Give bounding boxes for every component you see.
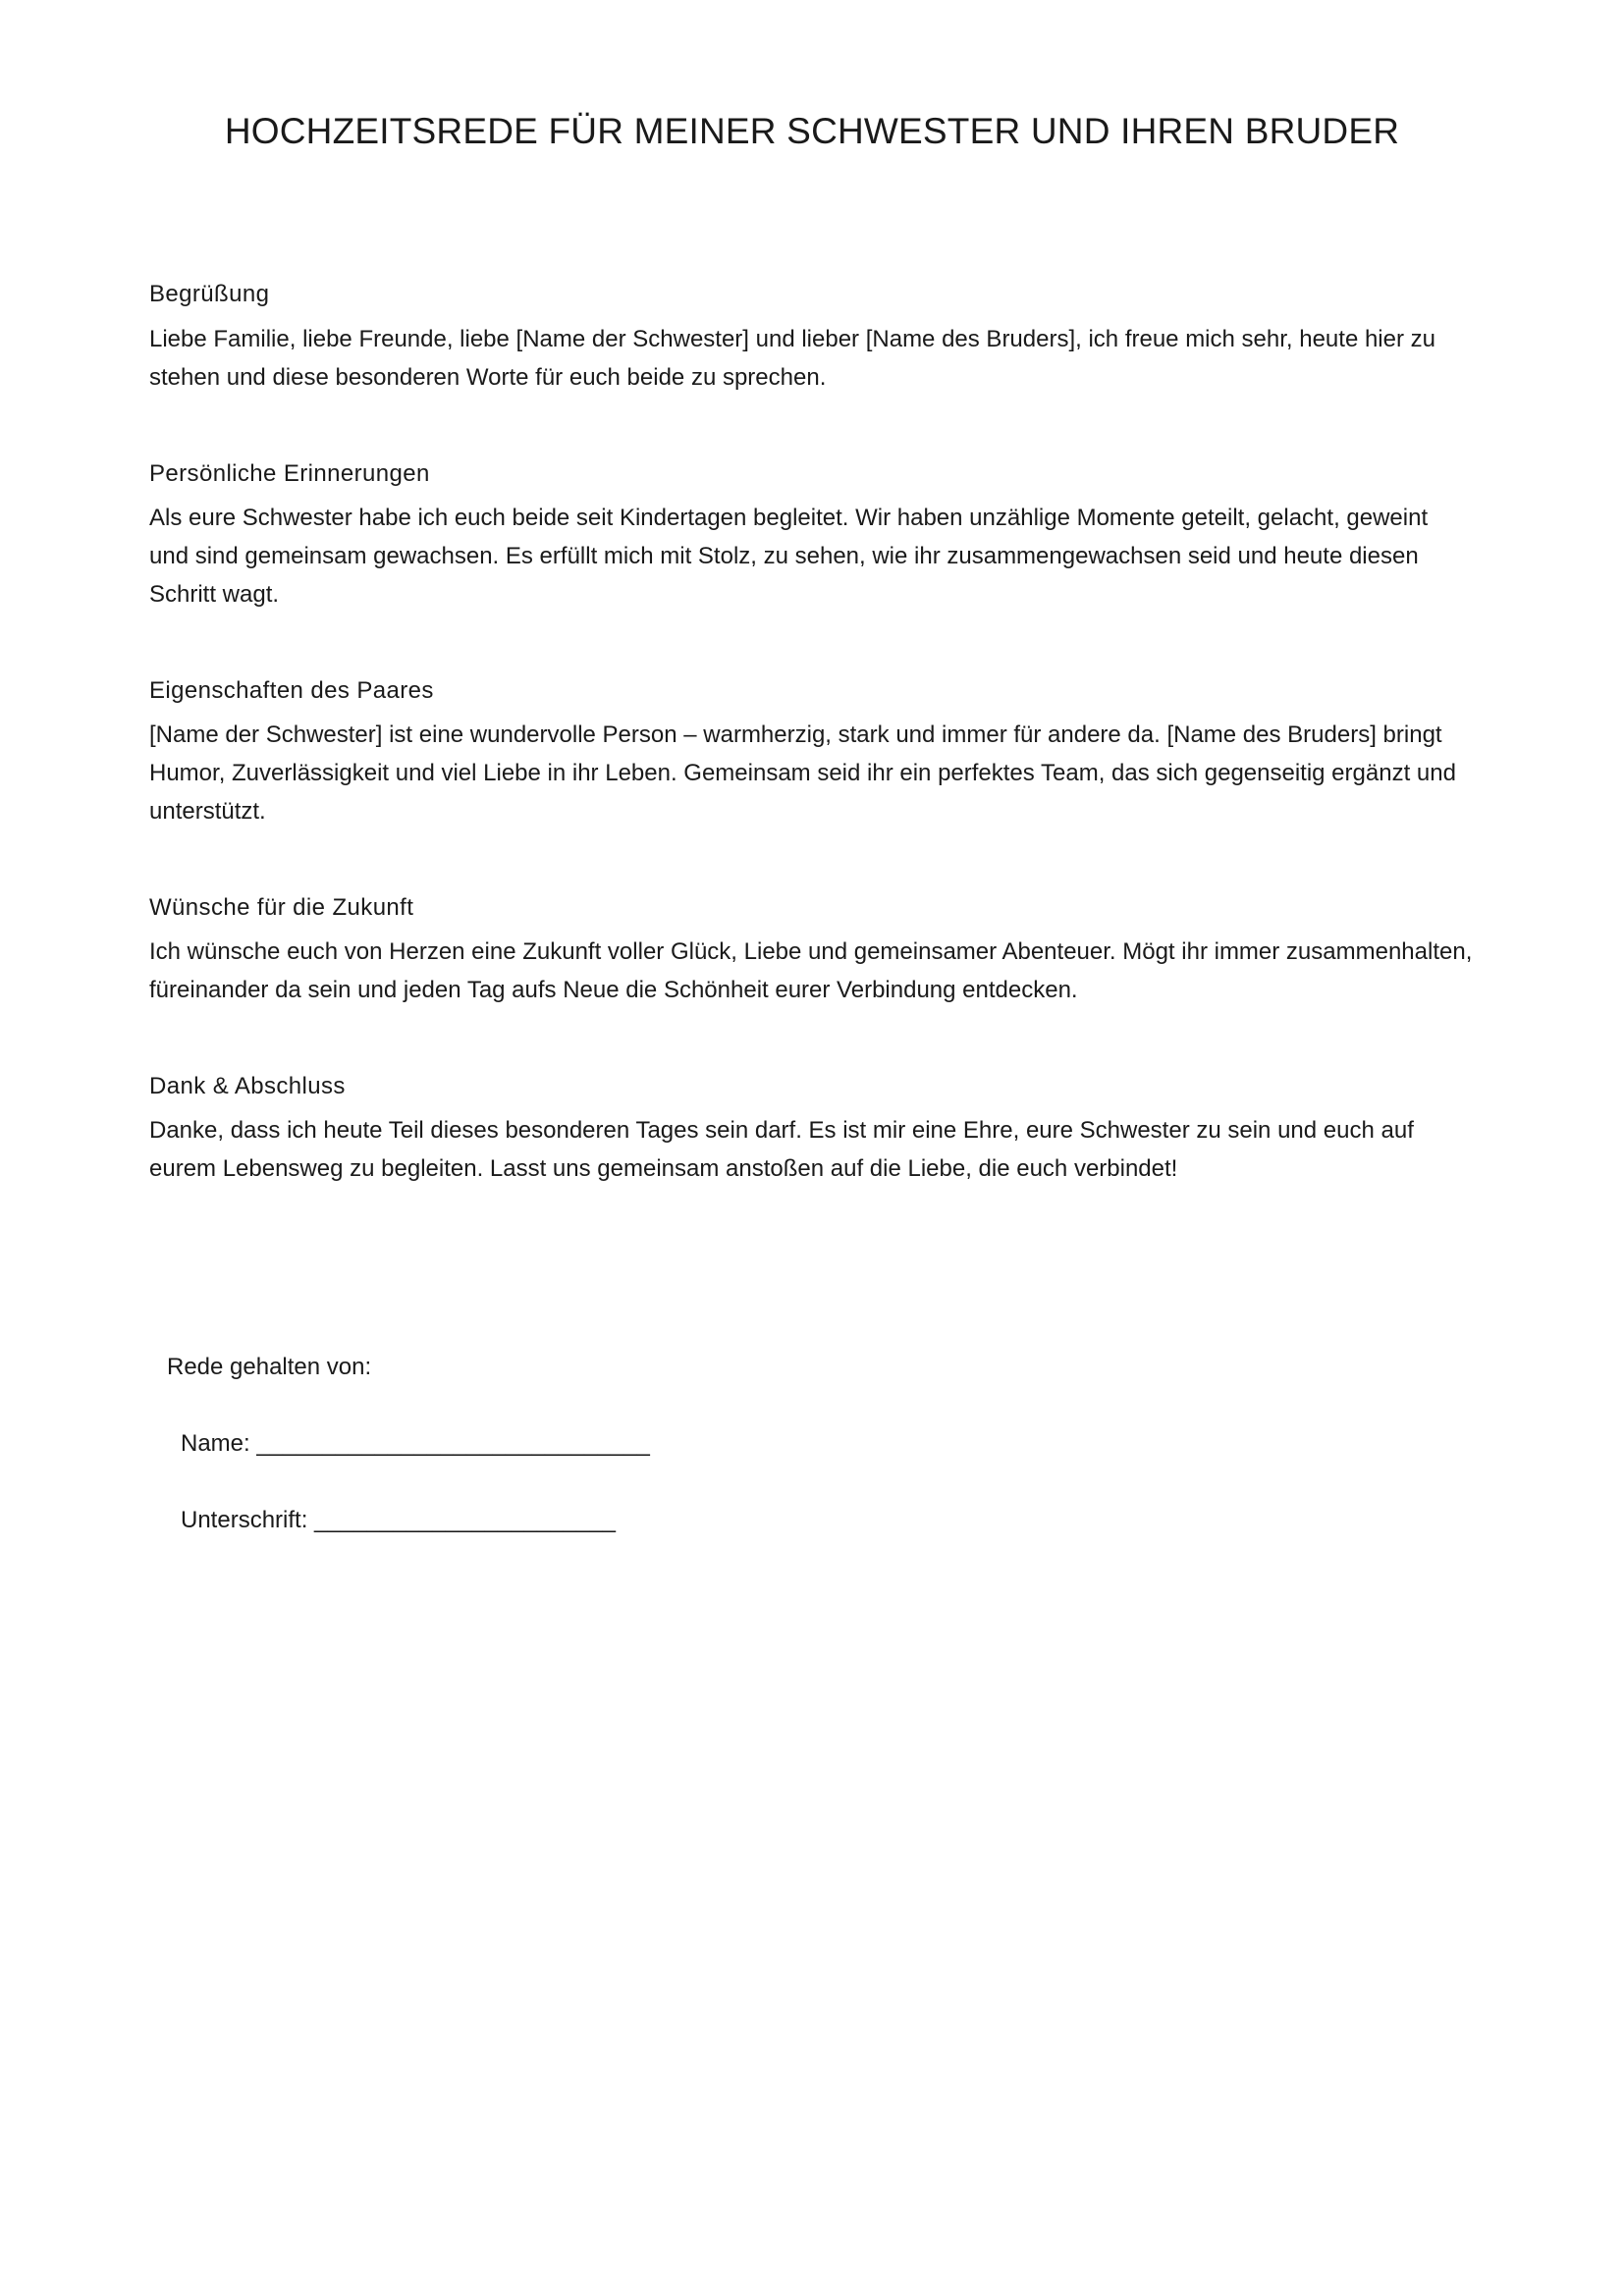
section-heading: Begrüßung xyxy=(149,281,270,308)
section-wuensche-fuer-die-zukunft xyxy=(149,892,1475,1010)
section-body: Als eure Schwester habe ich euch beide seit Kindertagen begleitet. Wir haben unzählige Momente geteilt, gelacht, geweint und sind gemeinsam gewachsen. Es erfüllt mich mit Stolz, zu sehen, wie ihr zusammengewachsen seid und heute diesen Schritt wagt. xyxy=(149,504,1429,608)
section-body: Ich wünsche euch von Herzen eine Zukunft voller Glück, Liebe und gemeinsamer Abenteuer. Mögt ihr immer zusammenhalten, füreinander da sein und jeden Tag aufs Neue die Schönheit eurer Verbindung entdecken. xyxy=(149,937,1473,1003)
section-dank-abschluss xyxy=(149,1071,1475,1189)
section-body: [Name der Schwester] ist eine wundervolle Person – warmherzig, stark und immer für andere da. [Name des Bruders] bringt Humor, Zuverlässigkeit und viel Liebe in ihr Leben. Gemeinsam seid ihr ein perfektes Team, das sich gegenseitig ergänzt und unterstützt. xyxy=(149,721,1456,825)
signature-field-line[interactable]: Unterschrift: _______________________ xyxy=(181,1506,617,1533)
page-title: HOCHZEITSREDE FÜR MEINER SCHWESTER UND IHREN BRUDER xyxy=(224,111,1400,151)
section-heading: Wünsche für die Zukunft xyxy=(149,893,414,921)
section-body: Liebe Familie, liebe Freunde, liebe [Name der Schwester] und lieber [Name des Bruders], ich freue mich sehr, heute hier zu stehen und diese besonderen Worte für euch beide zu sprechen. xyxy=(149,325,1435,391)
signature-intro-label: Rede gehalten von: xyxy=(167,1353,372,1380)
section-heading: Dank & Abschluss xyxy=(149,1072,346,1099)
signature-block xyxy=(149,1350,1475,1538)
section-heading: Persönliche Erinnerungen xyxy=(149,459,430,487)
section-persoenliche-erinnerungen xyxy=(149,458,1475,614)
section-heading: Eigenschaften des Paares xyxy=(149,676,434,704)
section-body: Danke, dass ich heute Teil dieses besonderen Tages sein darf. Es ist mir eine Ehre, eure Schwester zu sein und euch auf eurem Lebensweg zu begleiten. Lasst uns gemeinsam anstoßen auf die Liebe, die euch verbindet! xyxy=(149,1117,1414,1182)
name-field-line[interactable]: Name: ______________________________ xyxy=(181,1429,650,1457)
section-eigenschaften-des-paares xyxy=(149,675,1475,831)
section-begruessung xyxy=(149,279,1475,397)
